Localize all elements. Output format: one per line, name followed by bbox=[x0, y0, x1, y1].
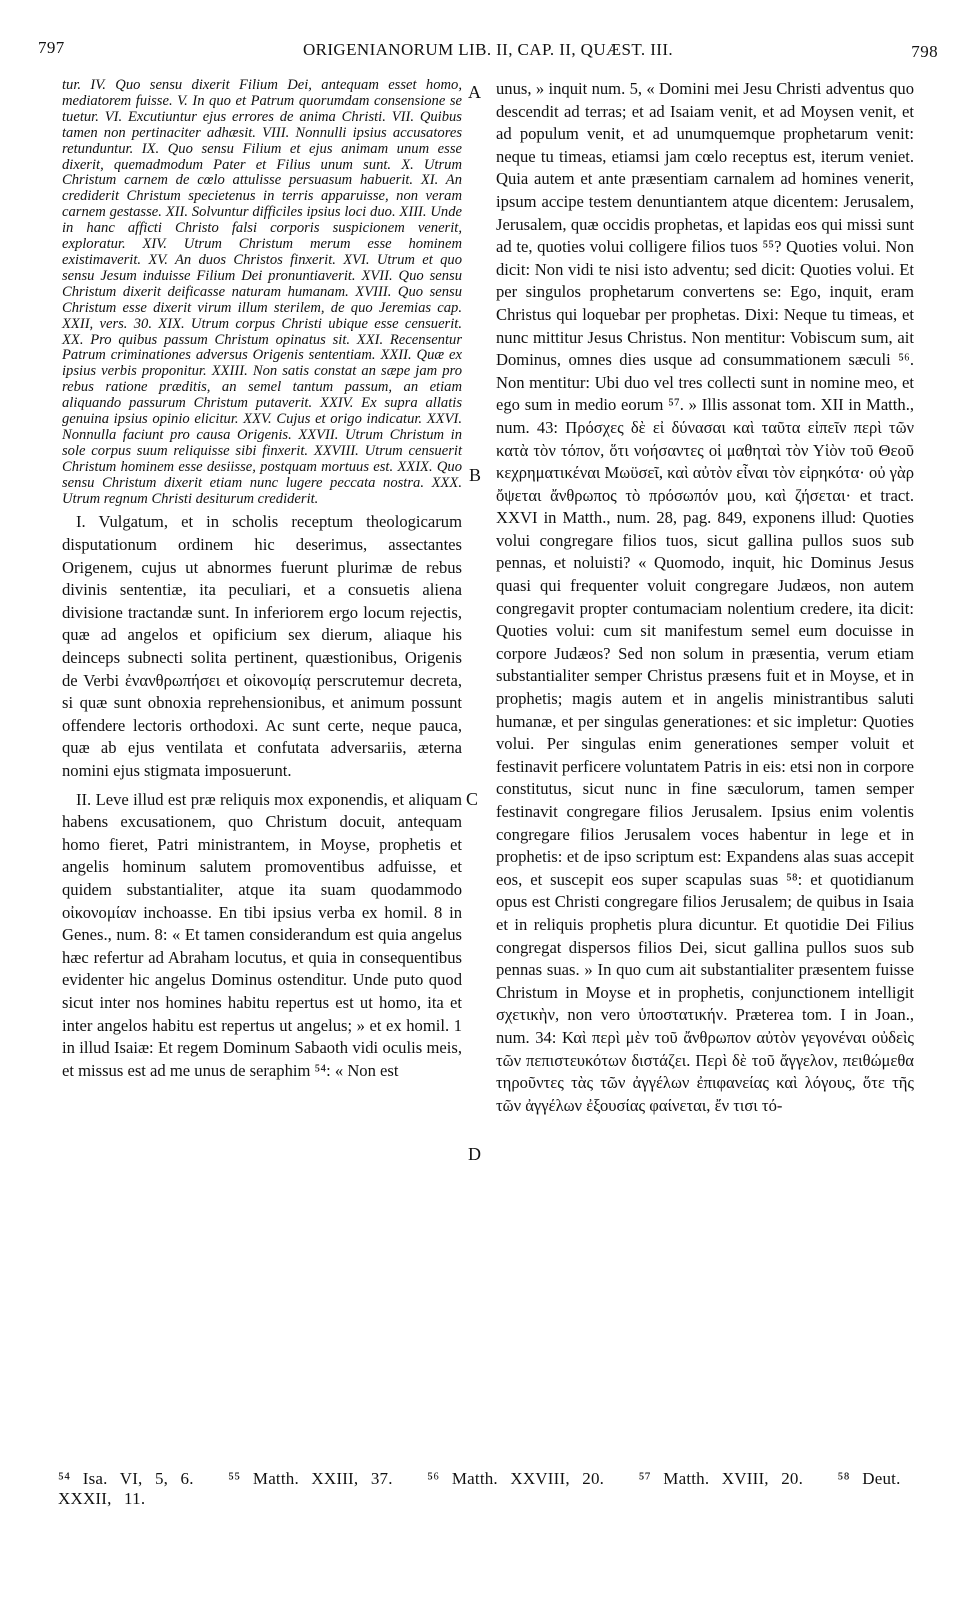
paragraph-ii: II. Leve illud est præ reliquis mox exponendis, et aliquam habens excusationem, quo Christum docuit, antequam homo fieret, Patri ministrantem, in Moyse, prophetis et angelis hominum salutem promoventibus adfuisse, et quidem substantialiter, atque ita suam quodammodo οἰκονομίαν inchoasse. En tibi ipsius verba ex homil. 8 in Genes., num. 8: « Et tamen considerandum est quia angelus hæc refertur ad Abraham locutus, et quia in consequentibus evidenter hic angelus Dominus ostenditur. Unde puto quod sicut inter nos homines habitu repertus est ut homo, ita et inter angelos habitu est repertus ut angelus; » et ex homil. 1 in illud Isaiæ: Et regem Dominum Sabaoth vidi oculis meis, et missus est ad me unus de seraphim ⁵⁴: « Non est bbox=[62, 789, 462, 1080]
footnote-58: ⁵⁸ Deut. XXXII, 11. bbox=[58, 1469, 901, 1508]
page-number-left: 797 bbox=[38, 38, 65, 57]
paragraph-i: I. Vulgatum, et in scholis receptum theologicarum disputationum ordinem hic deserimus, assectantes Origenem, cujus ut abnormes fuerunt plurimæ de rebus divinis sententiæ, ita peculiari, et a consuetis aliena divisione tractandæ sunt. In inferiorem ergo locum rejectis, quæ ad angelos et opificium sex dierum, aliaque his deinceps subnecti solita pertinent, quæstionibus, Origenis de Verbi ἐνανθρωπήσει et οἰκονομίᾳ perscrutemur decreta, si quæ sunt obnoxia reprehensionibus, et animum possunt offendere lectoris orthodoxi. Ac sunt certe, neque pauca, quæ ab ejus ventilata et confutata adversariis, æterna nomini ejus stigmata imposuerunt. bbox=[62, 512, 462, 780]
page-number-right: 798 bbox=[911, 42, 938, 61]
left-column bbox=[62, 78, 462, 1088]
margin-marker-c: C bbox=[466, 789, 479, 809]
footnote-55: ⁵⁵ Matth. XXIII, 37. bbox=[228, 1469, 393, 1488]
running-title: ORIGENIANORUM LIB. II, CAP. II, QUÆST. III. bbox=[302, 40, 674, 59]
right-column-text: unus, » inquit num. 5, « Domini mei Jesu Christi adventus quo descendit ad terras; et ad Isaiam venit, et ad Moysen venit, et ad populum venit, et ad unumquemque prophetarum venit: neque tu timeas, etiamsi jam cœlo receptus est, iterum veniet. Quia autem et ante præsentiam carnalem ad homines venerit, ipsum accipe testem denuntiantem atque dicentem: Jerusalem, Jerusalem, quæ occidis prophetas, et lapidas eos qui missi sunt ad te, quoties volui colligere filios tuos ⁵⁵? Quoties volui. Non dicit: Non vidi te nisi isto adventu; sed dicit: Quoties volui. Et per singulos prophetarum convertens se: Ego, inquit, eram Christus qui loquebar per prophetas. Dixi: Neque tu timeas, et nunc mittitur Jesus Christus. Non mentitur: Vobiscum sum, ait Dominus, omnes dies usque ad consummationem sæculi ⁵⁶. Non mentitur: Ubi duo vel tres collecti sunt in nomine meo, et ego sum in medio eorum ⁵⁷. » Illis assonat tom. XII in Matth., num. 43: Πρόσχες δὲ εἰ δύνασαι καὶ ταῦτα εἰπεῖν περὶ τῶν κατὰ τὸν τόπον, ὅτι νοήσαντες οἱ μαθηταὶ τὸν Υἱὸν τοῦ Θεοῦ κεχρηματικέναι Μωϋσεῖ, καὶ αὐτὸν εἶναι τὸν εἰρηκότα· οὐ γὰρ ὄψεται ἄνθρωπος τὸ πρόσωπόν μου, καὶ ζήσεται· et tract. XXVI in Matth., num. 28, pag. 849, exponens illud: Quoties volui congregare filios tuos, sicut gallina pullos suos sub pennas, et noluisti? « Quomodo, inquit, hic Dominus Jesus quasi qui frequenter voluit congregare Judæos, non autem congregavit propter contumaciam nolentium credere, ita dicit: Quoties volui: cum sit manifestum semel eum docuisse in corpore Judæos? Sed non solum in præsentia, verum etiam substantialiter semper Christus præsens fuit et in Moyse, et in prophetis; magis autem et in angelis ministrantibus saluti humanæ, et per singulas generationes: et sic impletur: Quoties volui. Per singulas enim generationes semper voluit et festinavit perficere voluntatem Patris in eis: etsi non in corpore constitutus, sicut nunc in fine sæculorum, tamen semper festinavit congregare filios Jerusalem. Ipsius enim volentis congregare filios Jerusalem voces habentur in lege et in prophetis: et de ipso scriptum est: Expandens alas suas accepit eos, et suscepit eos super scapulas suas ⁵⁸: et quotidianum opus est Christi congregare filios Jerusalem; de quibus in Isaia et in reliquis prophetis plura dicuntur. Et quotidie Dei Filius congregat dispersos filios Dei, sicut gallina pullos suos sub pennas suas. » In quo cum ait substantialiter præsentem fuisse Christum in Moyse et in prophetis, conjunctionem intelligit σχετικὴν, non vero ὑποστατικήν. Præterea tom. I in Joan., num. 34: Καὶ περὶ μὲν τοῦ ἄνθρωπον αὐτὸν γεγονέναι οὐδεὶς τῶν πεπιστευκότων διστάζει. Περὶ δὲ τοῦ ἄγγελον, πειθώμεθα τηροῦντες τὰς τῶν ἀγγέλων ἐπιφανείας καὶ λόγους, ὅτε τῆς τῶν ἀγγέλων ἐξουσίας φαίνεται, ἔν τισι τό- bbox=[496, 79, 914, 1115]
footnotes bbox=[58, 1469, 938, 1509]
running-header bbox=[38, 38, 938, 68]
chapter-summary: tur. IV. Quo sensu dixerit Filium Dei, antequam esset homo, mediatorem fuisse. V. In quo et Patrum quorumdam consensione se tuetur. VI. Excutiuntur ejus errores de anima Christi. VII. Quibus tamen non pertinaciter adhæsit. VIII. Nonnulli ipsius accusatores retunduntur. IX. Quo sensu Filium et ejus animam unum esse dixerit, quemadmodum Pater et Filius unum sunt. X. Utrum Christum carnem de cœlo attulisse persuasum habuerit. XI. An crediderit Christum specietenus in terris apparuisse, non veram carnem gestasse. XII. Solvuntur difficiles ipsius loci duo. XIII. Unde in hanc afficti Christo falsi corporis suspicionem venerit, exploratur. XIV. Utrum Christum merum esse hominem existimaverit. XV. An duos Christos finxerit. XVI. Utrum et quo sensu Jesum induisse Filium Dei pronuntiaverit. XVII. Quo sensu Christum dixerit deificasse naturam humanam. XVIII. Quo sensu Christum esse dixerit virum illum sterilem, de quo Jeremias cap. XXII, vers. 30. XIX. Utrum corpus Christi ubique esse censuerit. XX. Pro quibus passum Christum opinatus sit. XXI. Recensentur Patrum criminationes adversus Origenis sententiam. XXII. Quæ ex ipsius verbis proponitur. XXIII. Non satis constat an sæpe jam pro rebus ratione præditis, an semel tantum passum, an etiam aliquando passurum Christum putaverit. XXIV. Ex supra allatis genuina ipsius opinio elicitur. XXV. Cujus et origo indicatur. XXVI. Nonnulla faciunt pro causa Origenis. XXVII. Utrum Christum in sole corpus suum reliquisse sibi finxerit. XXVIII. Utrum censuerit Christum hominem esse desiisse, postquam mortuus est. XXIX. Quo sensu Christum dixerit etiam nunc lugere peccata nostra. XXX. Utrum regnum Christi desiturum crediderit. bbox=[62, 77, 462, 507]
margin-marker-a: A bbox=[468, 82, 481, 102]
margin-marker-b: B bbox=[469, 465, 482, 485]
margin-marker-d: D bbox=[468, 1144, 481, 1164]
footnote-57: ⁵⁷ Matth. XVIII, 20. bbox=[638, 1469, 804, 1488]
right-column bbox=[496, 78, 914, 1123]
footnote-56: ⁵⁶ Matth. XXVIII, 20. bbox=[427, 1469, 605, 1488]
footnote-54: ⁵⁴ Isa. VI, 5, 6. bbox=[58, 1469, 194, 1488]
